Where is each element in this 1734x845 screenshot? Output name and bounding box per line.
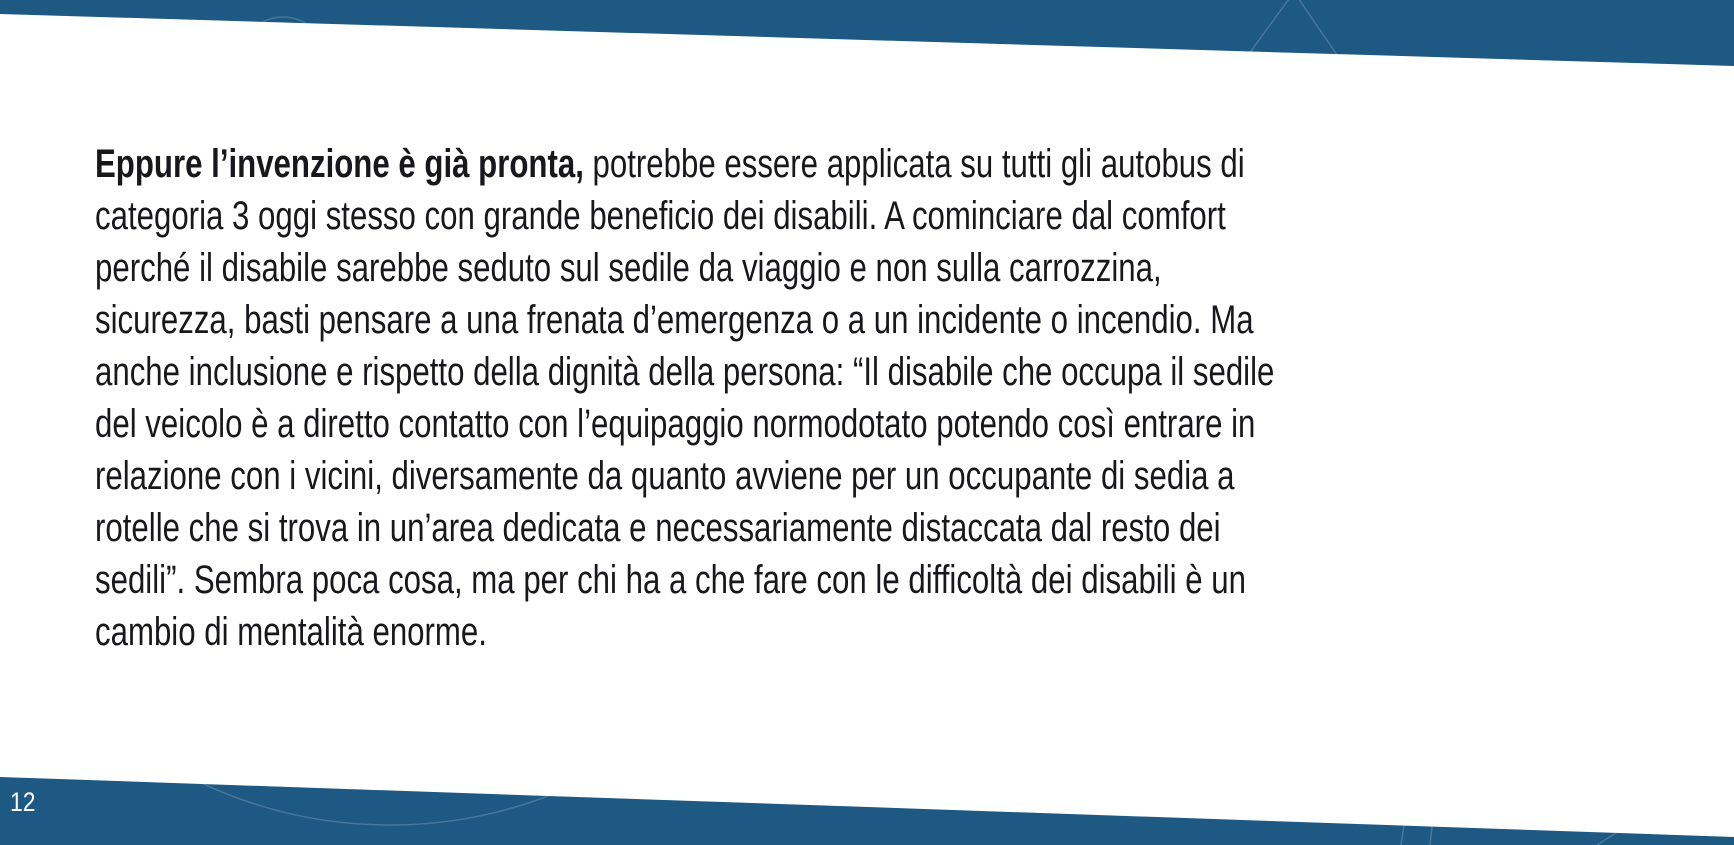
- top-band: [0, 0, 1734, 66]
- paragraph-line: del veicolo è a diretto contatto con l’equipaggio normodotato potendo così entrare in: [95, 402, 1256, 446]
- body-text: [95, 138, 1577, 658]
- page-number: 12: [10, 787, 36, 817]
- paragraph-line: cambio di mentalità enorme.: [95, 610, 487, 654]
- paragraph-line: categoria 3 oggi stesso con grande beneficio dei disabili. A cominciare dal comfort: [95, 194, 1226, 238]
- paragraph-line: rotelle che si trova in un’area dedicata e necessariamente distaccata dal resto dei: [95, 506, 1221, 550]
- paragraph-line1-rest: potrebbe essere applicata su tutti gli autobus di: [583, 142, 1245, 186]
- bottom-band: [0, 777, 1734, 845]
- paragraph-line: sedili”. Sembra poca cosa, ma per chi ha a che fare con le difficoltà dei disabili è un: [95, 558, 1246, 602]
- paragraph-line: relazione con i vicini, diversamente da quanto avviene per un occupante di sedia a: [95, 454, 1235, 498]
- paragraph-line: anche inclusione e rispetto della dignità della persona: “Il disabile che occupa il sedile: [95, 350, 1275, 394]
- paragraph-line: perché il disabile sarebbe seduto sul sedile da viaggio e non sulla carrozzina,: [95, 246, 1162, 290]
- paragraph-line: [95, 138, 1577, 190]
- paragraph-bold-lead: Eppure l’invenzione è già pronta,: [95, 142, 584, 186]
- top-band-circle-decoration: [238, 17, 328, 107]
- paragraph-line: sicurezza, basti pensare a una frenata d’emergenza o a un incidente o incendio. Ma: [95, 298, 1254, 342]
